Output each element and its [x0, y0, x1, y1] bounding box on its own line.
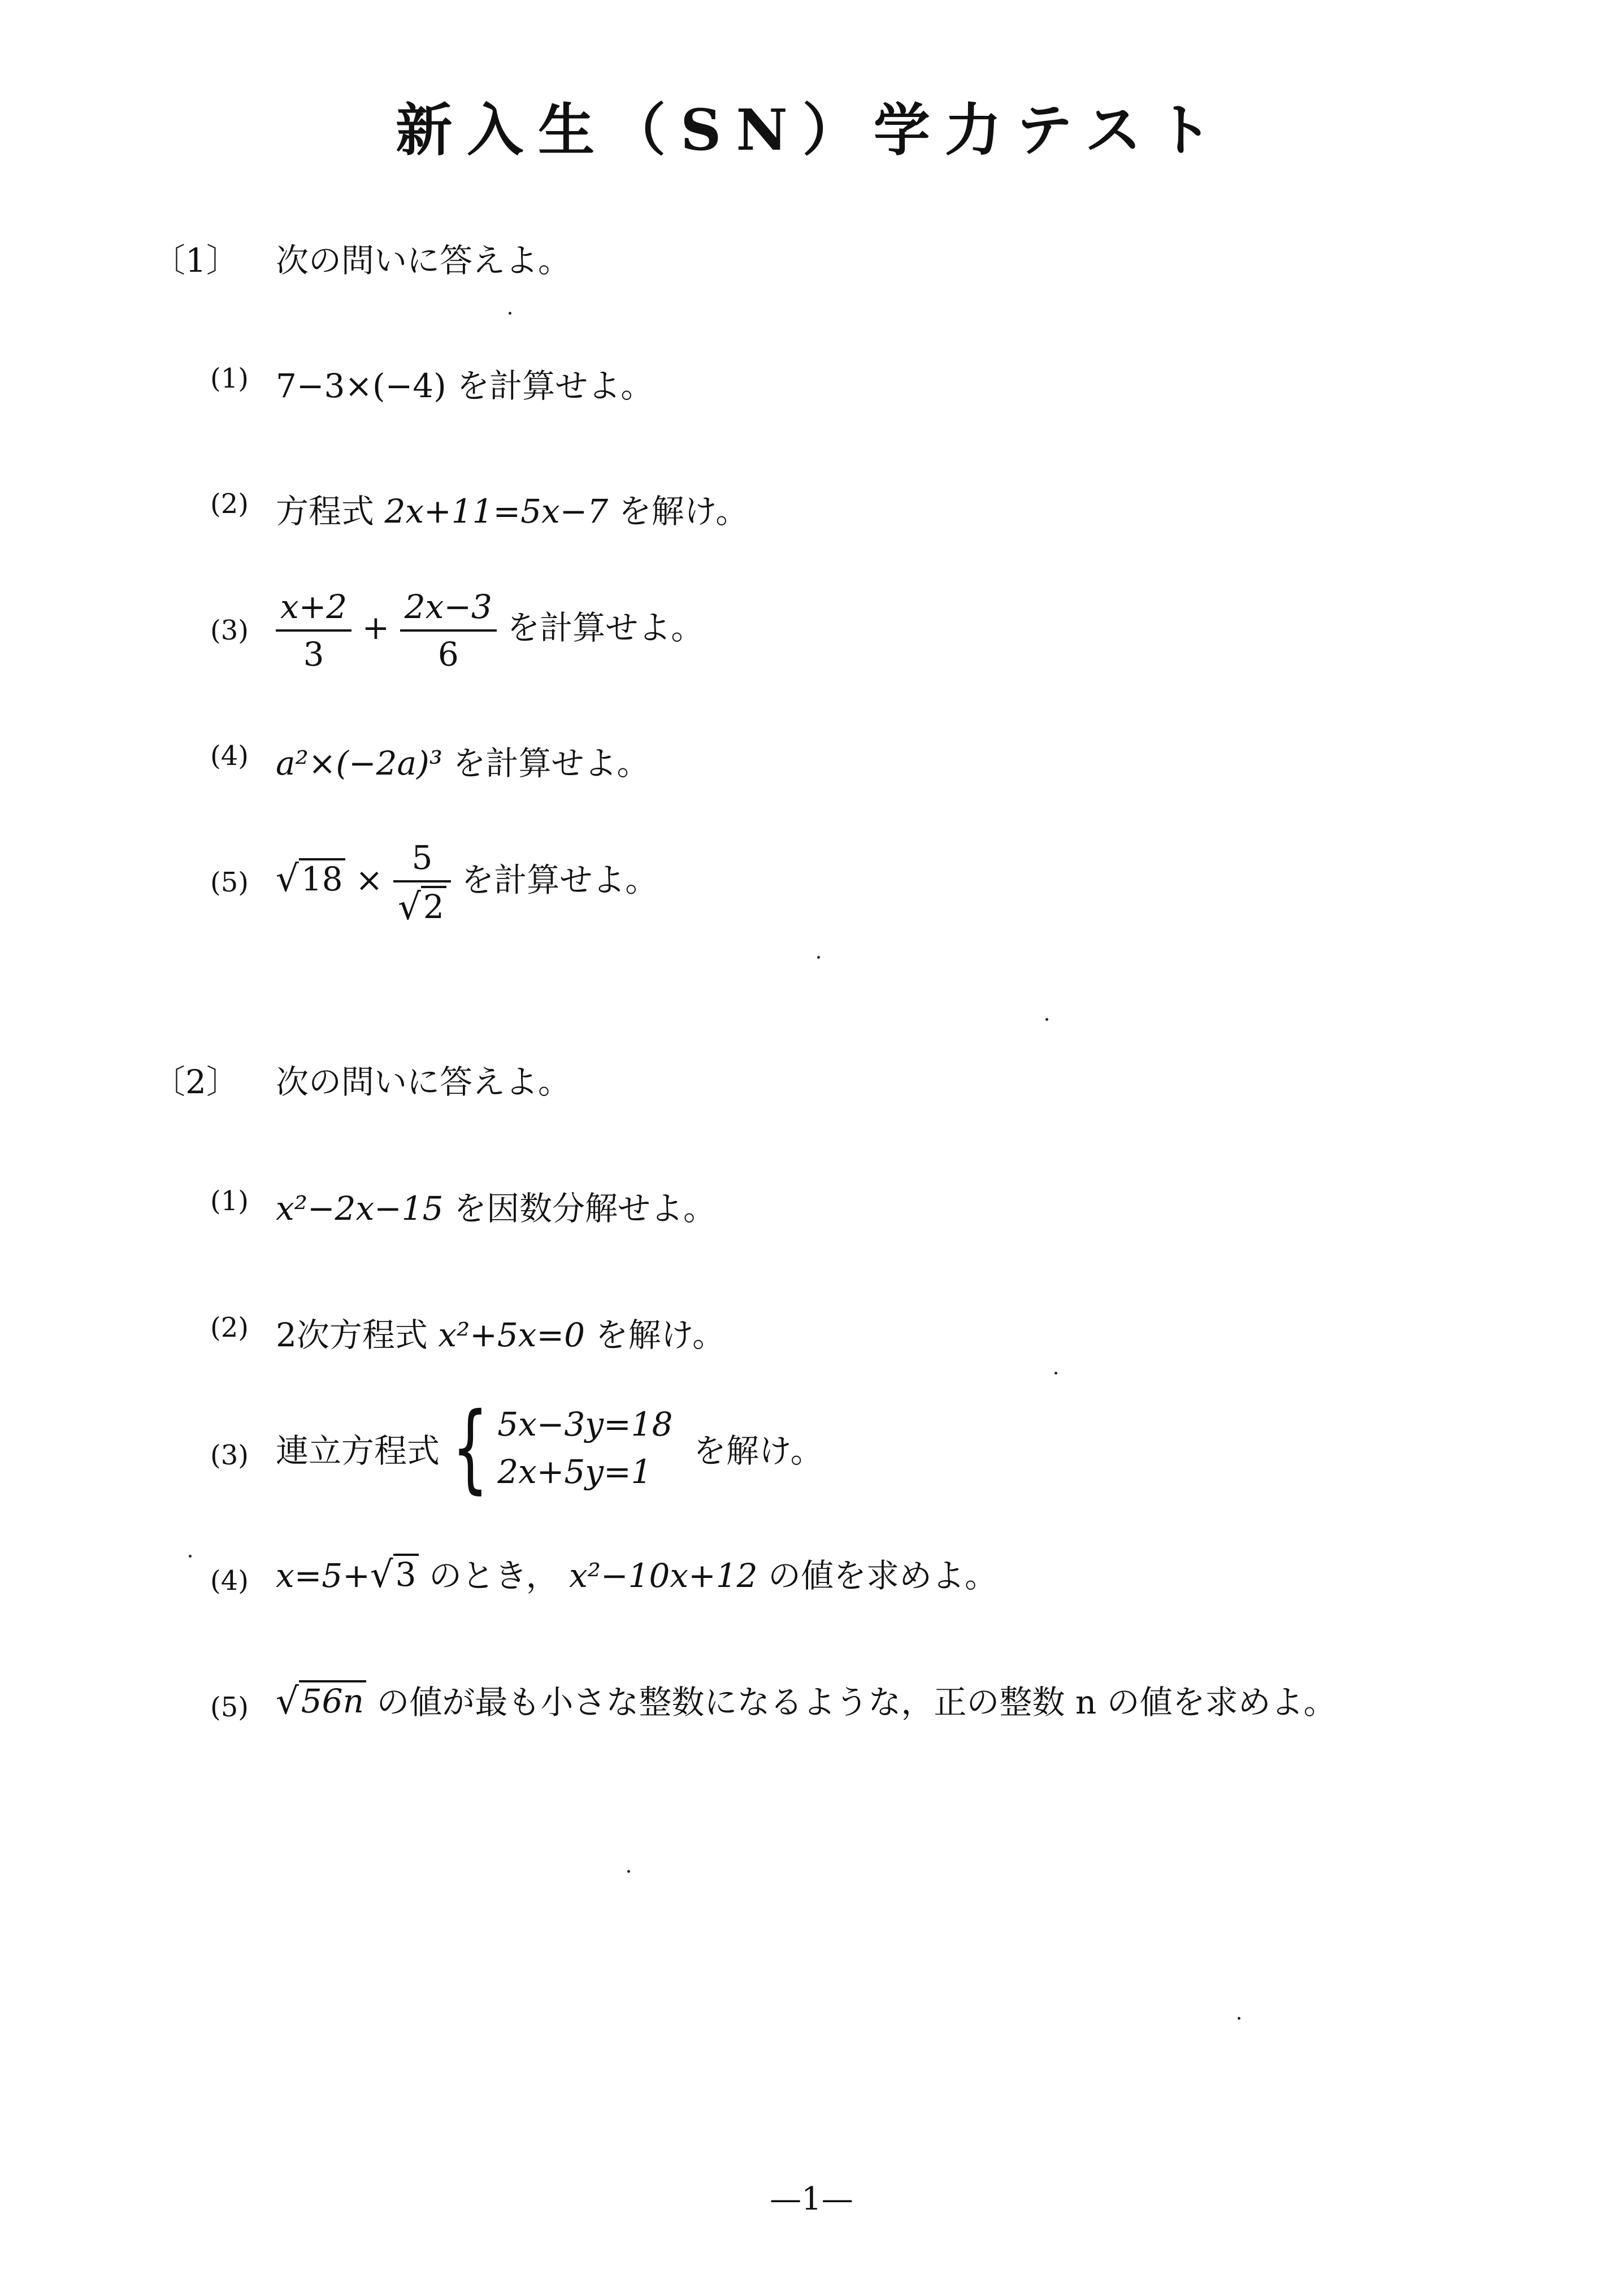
question-number: (3) — [210, 615, 249, 646]
question-number: (2) — [210, 1312, 249, 1343]
scan-speck — [189, 1555, 192, 1558]
left-brace: { — [452, 1392, 489, 1504]
operator: + — [362, 608, 390, 647]
question-expression: a²×(−2a)³ — [276, 744, 443, 782]
square-root — [398, 886, 446, 928]
section-2-number: 〔2〕 — [153, 1063, 239, 1101]
scan-speck — [1238, 2017, 1240, 2020]
question-1-5 — [276, 838, 658, 927]
fraction — [400, 588, 497, 673]
question-number: (3) — [210, 1440, 249, 1471]
question-instruction: を因数分解せよ。 — [454, 1189, 717, 1228]
square-root — [276, 858, 345, 901]
question-2-1 — [276, 1182, 716, 1229]
question-2-5 — [276, 1676, 1336, 1723]
question-number: (4) — [210, 740, 249, 772]
question-number: (1) — [210, 363, 249, 394]
question-prefix: 2次方程式 — [276, 1316, 428, 1354]
radicand: 18 — [299, 858, 345, 898]
question-instruction: を計算せよ。 — [461, 860, 658, 899]
radicand: 3 — [393, 1554, 419, 1593]
radical-sign: √ — [276, 1681, 299, 1723]
radical-sign: √ — [370, 1554, 393, 1596]
question-2-2 — [276, 1308, 725, 1356]
question-2-4 — [276, 1549, 997, 1597]
question-instruction: の値を求めよ。 — [767, 1556, 997, 1595]
fraction-numerator: x+2 — [276, 588, 351, 632]
fraction-numerator: 2x−3 — [400, 588, 497, 632]
scan-speck — [509, 312, 511, 315]
condition-text: のとき， — [428, 1556, 559, 1595]
section-1-number: 〔1〕 — [153, 241, 239, 280]
question-expression: 2x+11=5x−7 — [384, 492, 609, 530]
question-expression: 7−3×(−4) — [276, 367, 446, 405]
scan-speck — [627, 1870, 630, 1873]
square-root — [370, 1554, 419, 1596]
scan-speck — [1045, 1018, 1048, 1021]
scan-speck — [1054, 1372, 1057, 1375]
radical-sign: √ — [276, 858, 299, 901]
question-1-4 — [276, 737, 649, 784]
page-title: 新入生（SN）学力テスト — [396, 97, 1227, 163]
question-instruction: を計算せよ。 — [507, 608, 704, 647]
question-1-1 — [276, 359, 653, 407]
equation-2: 2x+5y=1 — [497, 1453, 652, 1491]
question-number: (1) — [210, 1185, 249, 1217]
question-1-3 — [276, 588, 704, 673]
question-expression: x²+5x=0 — [438, 1316, 585, 1354]
question-instruction: を解け。 — [693, 1432, 823, 1470]
question-number: (5) — [210, 1691, 249, 1723]
fraction — [393, 838, 451, 927]
question-number: (2) — [210, 488, 249, 520]
fraction-denominator — [393, 882, 451, 927]
simultaneous-equations — [440, 1392, 673, 1504]
section-2-heading: 次の問いに答えよ。 — [276, 1063, 571, 1101]
operator: × — [355, 860, 383, 899]
question-number: (4) — [210, 1565, 249, 1597]
question-2-3 — [276, 1392, 823, 1504]
square-root — [276, 1680, 366, 1723]
question-instruction: の値が最も小さな整数になるような，正の整数 n の値を求めよ。 — [376, 1683, 1336, 1721]
question-instruction: を解け。 — [618, 492, 749, 530]
question-instruction: を計算せよ。 — [457, 367, 654, 405]
radicand: 2 — [421, 886, 446, 925]
section-1-heading: 次の問いに答えよ。 — [276, 241, 571, 280]
fraction — [276, 588, 351, 673]
question-number: (5) — [210, 867, 249, 898]
page-number: —1— — [770, 2181, 853, 2217]
fraction-denominator: 6 — [437, 635, 459, 673]
radicand: 56n — [299, 1680, 366, 1720]
fraction-denominator: 3 — [303, 635, 324, 673]
condition-expression: x=5+ — [276, 1556, 370, 1595]
equation-1: 5x−3y=18 — [497, 1404, 673, 1443]
question-prefix: 連立方程式 — [276, 1432, 440, 1470]
fraction-numerator: 5 — [393, 838, 451, 882]
question-instruction: を計算せよ。 — [453, 744, 650, 782]
question-expression: x²−2x−15 — [276, 1189, 444, 1228]
radical-sign: √ — [398, 886, 421, 928]
question-1-2 — [276, 485, 748, 532]
question-expression: x²−10x+12 — [569, 1556, 758, 1595]
question-prefix: 方程式 — [276, 492, 375, 530]
scan-speck — [817, 956, 820, 959]
equation-lines — [497, 1401, 672, 1495]
question-instruction: を解け。 — [595, 1316, 726, 1354]
